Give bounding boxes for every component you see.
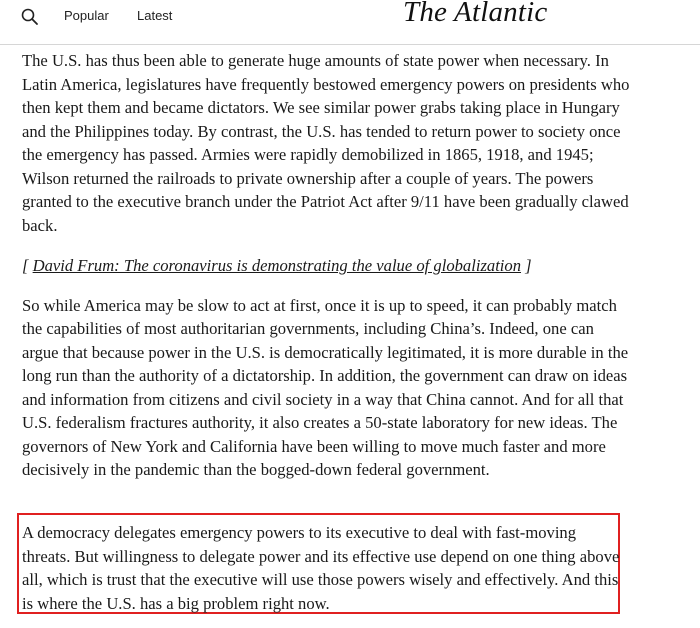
- related-open-bracket: [: [22, 256, 33, 275]
- related-article: [22, 254, 632, 278]
- article-paragraph-2: So while America may be slow to act at first, once it is up to speed, it can probably match the capabilities of most authoritarian governments, including China’s. Indeed, one can argue that because power in the U.S. is democratically legitimated, it is more durable in the long run than the authority of a dictatorship. In addition, the government can draw on ideas and information from citizens and civil society in a way that China cannot. And for all that U.S. federalism fractures authority, it also creates a 50-state laboratory for new ideas. The governors of New York and California have been willing to move much faster and more decisively in the pandemic than the bogged-down federal government.: [22, 295, 629, 479]
- article-paragraph-1: The U.S. has thus been able to generate huge amounts of state power when necessary. In Latin America, legislatures have frequently bestowed emergency powers on presidents who then kept them and became dictators. We see similar power grabs taking place in Hungary and the Philippines today. By contrast, the U.S. has tended to return power to society once the emergency has passed. Armies were rapidly demobilized in 1865, 1918, and 1945; Wilson returned the railroads to private ownership after a couple of years. The powers granted to the executive branch under the Patriot Act after 9/11 have been gradually clawed back.: [22, 51, 630, 235]
- related-article-link[interactable]: David Frum: The coronavirus is demonstrating the value of globalization: [32, 256, 522, 275]
- article-paragraph-3-highlighted: A democracy delegates emergency powers to its executive to deal with fast-moving threats. But willingness to delegate power and its effective use depend on one thing above all, which is trust that the executive will use those powers wisely and effectively. And this is where the U.S. has a big problem right now.: [22, 523, 620, 613]
- site-logo[interactable]: The Atlantic: [403, 0, 548, 28]
- search-icon[interactable]: [20, 7, 40, 27]
- related-close-bracket: ]: [521, 256, 532, 275]
- article-body: [22, 49, 632, 482]
- nav-latest-link[interactable]: Latest: [137, 8, 173, 23]
- top-navigation-bar: [0, 0, 700, 45]
- nav-popular-link[interactable]: Popular: [64, 8, 109, 23]
